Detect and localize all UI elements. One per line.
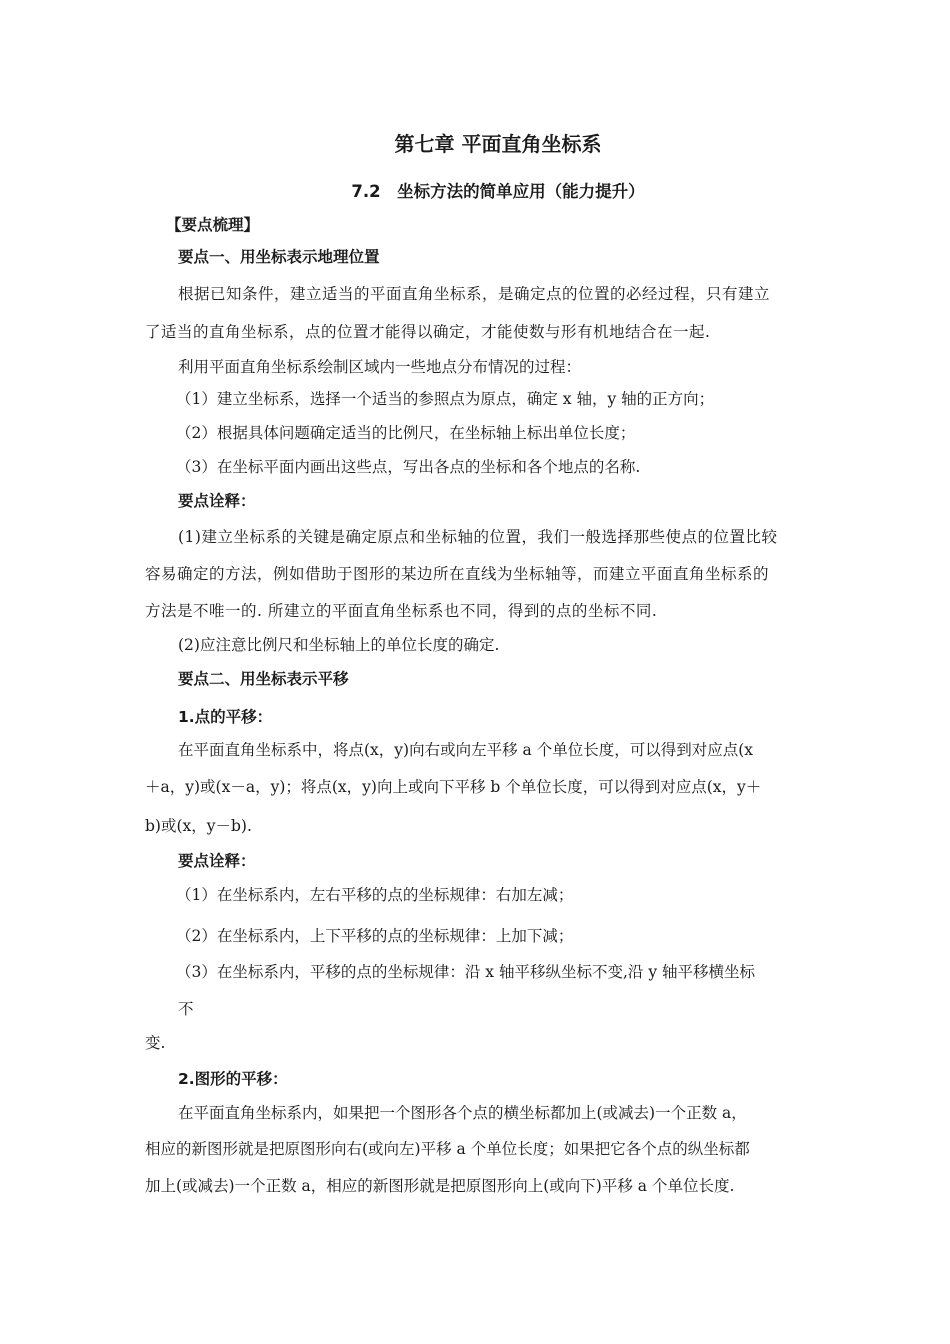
point2-heading: 要点二、用坐标表示平移 <box>178 670 349 688</box>
section-tag: 【要点梳理】 <box>166 216 260 234</box>
point2-sub2-line1: 在平面直角坐标系内，如果把一个图形各个点的横坐标都加上(或减去)一个正数 a， <box>178 1104 747 1122</box>
point1-para2: 利用平面直角坐标系绘制区域内一些地点分布情况的过程： <box>178 358 582 376</box>
point1-note1-line2: 容易确定的方法，例如借助于图形的某边所在直线为坐标轴等，而建立平面直角坐标系的 <box>145 565 770 583</box>
point2-rule3-line2: 不 <box>178 1000 194 1018</box>
point2-sub2-heading: 2.图形的平移： <box>178 1070 288 1088</box>
point1-note-heading: 要点诠释： <box>178 492 256 510</box>
point2-note-heading: 要点诠释： <box>178 852 256 870</box>
point2-sub2-line3: 加上(或减去)一个正数 a，相应的新图形就是把原图形向上(或向下)平移 a 个单位长度. <box>145 1177 735 1195</box>
section-title: 7.2 坐标方法的简单应用（能力提升） <box>351 182 645 201</box>
point1-heading: 要点一、用坐标表示地理位置 <box>178 248 380 266</box>
point1-note1-line3: 方法是不唯一的. 所建立的平面直角坐标系也不同，得到的点的坐标不同. <box>145 602 658 620</box>
chapter-title: 第七章 平面直角坐标系 <box>394 132 602 156</box>
point1-step3: （3）在坐标平面内画出这些点，写出各点的坐标和各个地点的名称. <box>176 458 641 476</box>
point2-sub2-line2: 相应的新图形就是把原图形向右(或向左)平移 a 个单位长度；如果把它各个点的纵坐标都 <box>145 1140 750 1158</box>
point2-sub1-line1: 在平面直角坐标系中，将点(x，y)向右或向左平移 a 个单位长度，可以得到对应点(x <box>178 741 753 759</box>
point2-sub1-line2: ＋a，y)或(x－a，y)；将点(x，y)向上或向下平移 b 个单位长度，可以得到对应点(x，y＋ <box>145 778 762 796</box>
point2-sub1-heading: 1.点的平移： <box>178 708 273 726</box>
point2-rule1: （1）在坐标系内，左右平移的点的坐标规律：右加左减； <box>176 886 574 904</box>
point2-rule3-line3: 变. <box>145 1034 166 1052</box>
point2-rule3-line1: （3）在坐标系内，平移的点的坐标规律：沿 x 轴平移纵坐标不变,沿 y 轴平移横坐标 <box>176 963 755 981</box>
point1-note1-line1: (1)建立坐标系的关键是确定原点和坐标轴的位置，我们一般选择那些使点的位置比较 <box>178 528 778 546</box>
point1-para1-line1: 根据已知条件，建立适当的平面直角坐标系，是确定点的位置的必经过程，只有建立 <box>178 285 771 303</box>
point1-step2: （2）根据具体问题确定适当的比例尺，在坐标轴上标出单位长度； <box>176 424 636 442</box>
point1-note2: (2)应注意比例尺和坐标轴上的单位长度的确定. <box>178 636 500 654</box>
point1-step1: （1）建立坐标系，选择一个适当的参照点为原点，确定 x 轴，y 轴的正方向； <box>176 390 715 408</box>
point2-sub1-line3: b)或(x，y－b). <box>145 817 252 835</box>
point2-rule2: （2）在坐标系内，上下平移的点的坐标规律：上加下减； <box>176 927 574 945</box>
point1-para1-line2: 了适当的直角坐标系，点的位置才能得以确定，才能使数与形有机地结合在一起. <box>145 323 711 341</box>
